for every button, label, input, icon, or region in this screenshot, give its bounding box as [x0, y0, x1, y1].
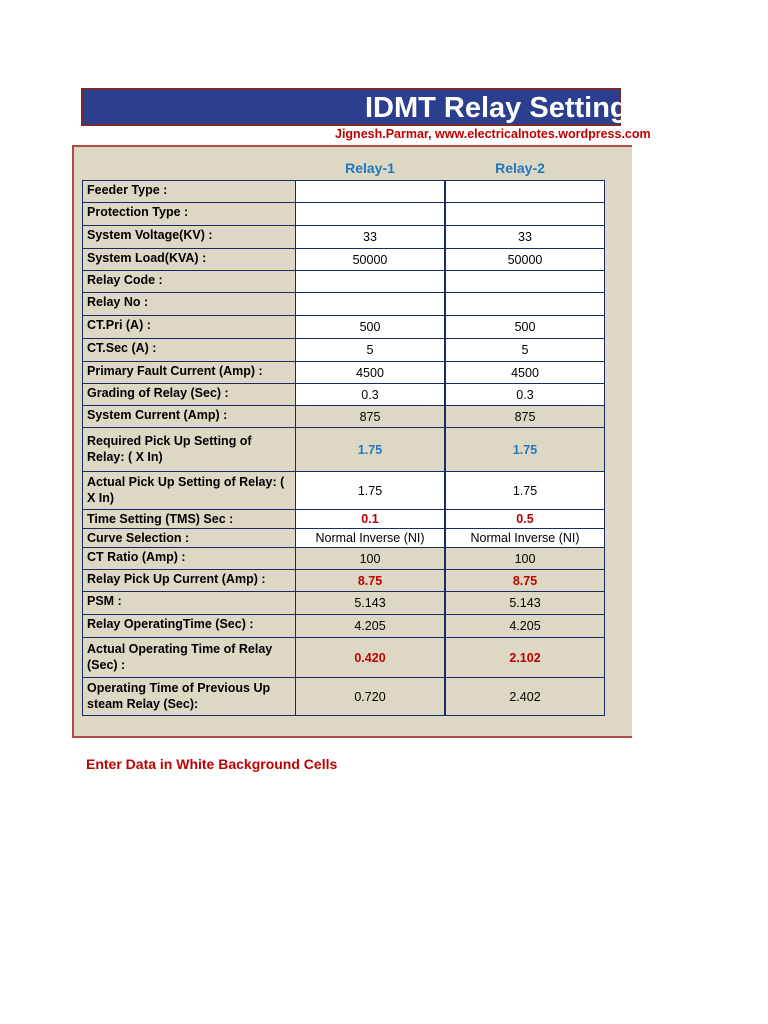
relay-1-system-current-value: 875 [295, 406, 445, 428]
row-label: Relay Code : [82, 271, 295, 293]
instruction-note: Enter Data in White Background Cells [86, 756, 338, 772]
relay-2-grading-input[interactable]: 0.3 [445, 384, 605, 406]
relay-1-relay-code-input[interactable] [295, 271, 445, 293]
row-label: PSM : [82, 592, 295, 615]
row-label: System Load(KVA) : [82, 249, 295, 271]
relay-1-required-pickup-value: 1.75 [295, 428, 445, 472]
relay-2-tms-input[interactable]: 0.5 [445, 510, 605, 529]
relay-2-system-load-input[interactable]: 50000 [445, 249, 605, 271]
relay-1-fault-current-input[interactable]: 4500 [295, 362, 445, 384]
title-bar [81, 88, 628, 126]
relay-1-protection-type-input[interactable] [295, 203, 445, 226]
row-label: Actual Operating Time of Relay (Sec) : [82, 638, 295, 678]
relay-2-psm-value: 5.143 [445, 592, 605, 615]
relay-2-ct-pri-input[interactable]: 500 [445, 316, 605, 339]
author-subtitle: Jignesh.Parmar, www.electricalnotes.wordpress.com [335, 127, 651, 141]
relay-1-psm-value: 5.143 [295, 592, 445, 615]
relay-1-actual-pickup-input[interactable]: 1.75 [295, 472, 445, 510]
row-label: System Current (Amp) : [82, 406, 295, 428]
relay-1-ct-sec-input[interactable]: 5 [295, 339, 445, 362]
row-label: Relay OperatingTime (Sec) : [82, 615, 295, 638]
row-label: Relay No : [82, 293, 295, 316]
relay-2-previous-upstream-time-value: 2.402 [445, 678, 605, 716]
relay-1-grading-input[interactable]: 0.3 [295, 384, 445, 406]
row-label: Time Setting (TMS) Sec : [82, 510, 295, 529]
column-header-relay-1: Relay-1 [345, 160, 395, 176]
relay-2-protection-type-input[interactable] [445, 203, 605, 226]
row-label: CT.Pri (A) : [82, 316, 295, 339]
row-label: Actual Pick Up Setting of Relay: ( X In) [82, 472, 295, 510]
relay-2-operating-time-value: 4.205 [445, 615, 605, 638]
relay-2-actual-pickup-input[interactable]: 1.75 [445, 472, 605, 510]
row-label: Primary Fault Current (Amp) : [82, 362, 295, 384]
relay-2-actual-operating-time-value: 2.102 [445, 638, 605, 678]
relay-1-system-voltage-input[interactable]: 33 [295, 226, 445, 249]
relay-1-actual-operating-time-value: 0.420 [295, 638, 445, 678]
relay-1-ct-pri-input[interactable]: 500 [295, 316, 445, 339]
column-header-relay-2: Relay-2 [495, 160, 545, 176]
relay-1-pickup-current-value: 8.75 [295, 570, 445, 592]
row-label: Protection Type : [82, 203, 295, 226]
row-label: System Voltage(KV) : [82, 226, 295, 249]
row-label: CT.Sec (A) : [82, 339, 295, 362]
relay-2-pickup-current-value: 8.75 [445, 570, 605, 592]
relay-2-ct-sec-input[interactable]: 5 [445, 339, 605, 362]
row-label: Relay Pick Up Current (Amp) : [82, 570, 295, 592]
relay-2-relay-no-input[interactable] [445, 293, 605, 316]
relay-2-required-pickup-value: 1.75 [445, 428, 605, 472]
relay-2-relay-code-input[interactable] [445, 271, 605, 293]
relay-1-ct-ratio-value: 100 [295, 548, 445, 570]
row-label: CT Ratio (Amp) : [82, 548, 295, 570]
relay-2-system-current-value: 875 [445, 406, 605, 428]
row-label: Operating Time of Previous Up steam Relay (Sec): [82, 678, 295, 716]
relay-1-tms-input[interactable]: 0.1 [295, 510, 445, 529]
row-label: Required Pick Up Setting of Relay: ( X In) [82, 428, 295, 472]
relay-2-curve-select[interactable]: Normal Inverse (NI) [445, 529, 605, 548]
row-label: Grading of Relay (Sec) : [82, 384, 295, 406]
relay-2-feeder-type-input[interactable] [445, 180, 605, 203]
relay-1-operating-time-value: 4.205 [295, 615, 445, 638]
row-label: Curve Selection : [82, 529, 295, 548]
relay-1-curve-select[interactable]: Normal Inverse (NI) [295, 529, 445, 548]
relay-1-relay-no-input[interactable] [295, 293, 445, 316]
relay-1-previous-upstream-time-value: 0.720 [295, 678, 445, 716]
row-label: Feeder Type : [82, 180, 295, 203]
relay-1-system-load-input[interactable]: 50000 [295, 249, 445, 271]
relay-1-feeder-type-input[interactable] [295, 180, 445, 203]
relay-2-ct-ratio-value: 100 [445, 548, 605, 570]
page-title: IDMT Relay Setting [365, 92, 628, 124]
relay-2-system-voltage-input[interactable]: 33 [445, 226, 605, 249]
relay-2-fault-current-input[interactable]: 4500 [445, 362, 605, 384]
